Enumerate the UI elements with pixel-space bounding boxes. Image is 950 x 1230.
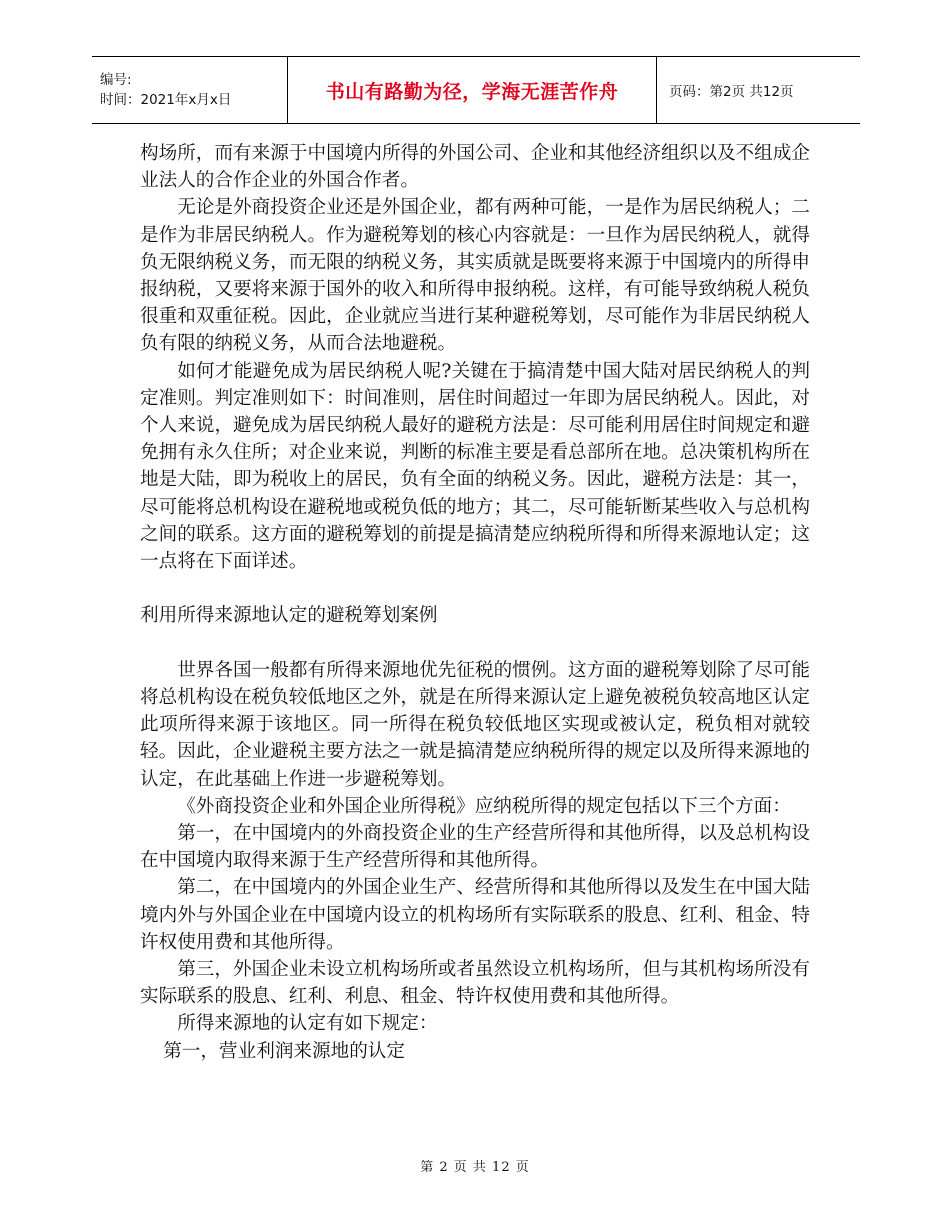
paragraph: 《外商投资企业和外国企业所得税》应纳税所得的规定包括以下三个方面： [177, 795, 791, 817]
blank-line [140, 575, 810, 602]
paragraph: 如何才能避免成为居民纳税人呢?关键在于搞清楚中国大陆对居民纳税人的判定准则。判定准则如下：时间准则，居住时间超过一年即为居民纳税人。因此，对个人来说，避免成为居民纳税人最好的避税方法是：尽可能利用居住时间规定和避免拥有永久住所；对企业来说，判断的标准主要是看总部所在地。总决策机构所在地是大陆，即为税收上的居民，负有全面的纳税义务。因此，避税方法是：其一，尽可能将总机构设在避税地或税负低的地方；其二，尽可能斩断某些收入与总机构之间的联系。这方面的避税筹划的前提是搞清楚应纳税所得和所得来源地认定；这一点将在下面详述。 [140, 360, 810, 573]
paragraph: 利用所得来源地认定的避税筹划案例 [140, 605, 438, 627]
header-motto [287, 57, 657, 123]
page-footer: 第 2 页 共 12 页 [420, 1160, 530, 1175]
document-date: 时间：2021年x月x日 [100, 92, 232, 108]
document-body [140, 140, 810, 1065]
page-info-text: 页码：第2页 共12页 [669, 84, 794, 100]
paragraph: 构场所，而有来源于中国境内所得的外国公司、企业和其他经济组织以及不组成企业法人的合作企业的外国合作者。 [140, 143, 810, 192]
header-meta [92, 57, 287, 123]
paragraph: 第一，在中国境内的外商投资企业的生产经营所得和其他所得，以及总机构设在中国境内取得来源于生产经营所得和其他所得。 [140, 823, 810, 872]
paragraph: 第二，在中国境内的外国企业生产、经营所得和其他所得以及发生在中国大陆境内外与外国企业在中国境内设立的机构场所有实际联系的股息、红利、租金、特许权使用费和其他所得。 [140, 877, 810, 953]
paragraph: 无论是外商投资企业还是外国企业，都有两种可能，一是作为居民纳税人；二是作为非居民纳税人。作为避税筹划的核心内容就是：一旦作为居民纳税人，就得负无限纳税义务，而无限的纳税义务，其实质就是既要将来源于中国境内的所得申报纳税，又要将来源于国外的收入和所得申报纳税。这样，有可能导致纳税人税负很重和双重征税。因此，企业就应当进行某种避税筹划，尽可能作为非居民纳税人负有限的纳税义务，从而合法地避税。 [140, 197, 810, 355]
paragraph: 世界各国一般都有所得来源地优先征税的惯例。这方面的避税筹划除了尽可能将总机构设在税负较低地区之外，就是在所得来源认定上避免被税负较高地区认定此项所得来源于该地区。同一所得在税负较低地区实现或被认定，税负相对就较轻。因此，企业避税主要方法之一就是搞清楚应纳税所得的规定以及所得来源地的认定，在此基础上作进一步避税筹划。 [140, 659, 810, 790]
document-number-label: 编号: [100, 72, 132, 88]
header-page-info [657, 57, 860, 123]
blank-line [140, 630, 810, 657]
motto-text: 书山有路勤为径，学海无涯苦作舟 [325, 80, 619, 103]
paragraph: 所得来源地的认定有如下规定： [177, 1013, 438, 1035]
paragraph: 第一，营业利润来源地的认定 [163, 1040, 405, 1062]
paragraph: 第三，外国企业未设立机构场所或者虽然设立机构场所，但与其机构场所没有实际联系的股息、红利、利息、租金、特许权使用费和其他所得。 [140, 959, 810, 1008]
page-header [92, 56, 860, 124]
